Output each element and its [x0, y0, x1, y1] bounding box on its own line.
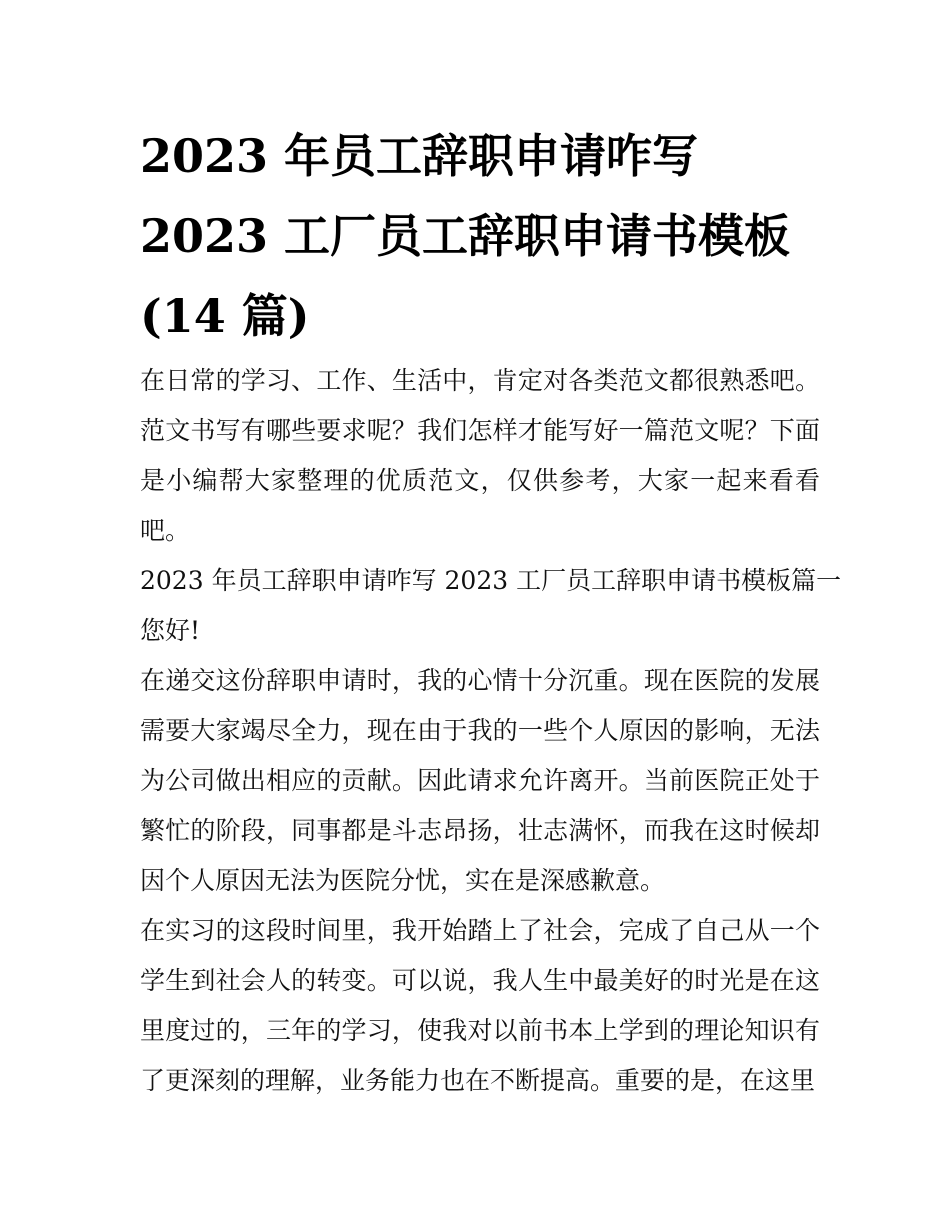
document-body: [140, 356, 842, 1106]
title-line-3: (14 篇): [140, 289, 310, 343]
body-paragraph-2: 在实习的这段时间里，我开始踏上了社会，完成了自己从一个学生到社会人的转变。可以说，我人生中最美好的时光是在这里度过的，三年的学习，使我对以前书本上学到的理论知识有了更深刻的理解，业务能力也在不断提高。重要的是，在这里: [140, 916, 820, 1095]
greeting-paragraph: 您好!: [140, 616, 201, 645]
body-paragraph-1: 在递交这份辞职申请时，我的心情十分沉重。现在医院的发展需要大家竭尽全力，现在由于我的一些个人原因的影响，无法为公司做出相应的贡献。因此请求允许离开。当前医院正处于繁忙的阶段，同事都是斗志昂扬，壮志满怀，而我在这时候却因个人原因无法为医院分忧，实在是深感歉意。: [140, 666, 820, 895]
title-line-2: 2023 工厂员工辞职申请书模板: [140, 209, 791, 263]
intro-paragraph: 在日常的学习、工作、生活中，肯定对各类范文都很熟悉吧。范文书写有哪些要求呢？我们怎样才能写好一篇范文呢？下面是小编帮大家整理的优质范文，仅供参考，大家一起来看看吧。: [140, 366, 820, 545]
title-line-1: 2023 年员工辞职申请咋写: [140, 129, 699, 183]
section-heading: 2023 年员工辞职申请咋写 2023 工厂员工辞职申请书模板篇一: [140, 566, 842, 595]
document-title: [140, 116, 830, 356]
